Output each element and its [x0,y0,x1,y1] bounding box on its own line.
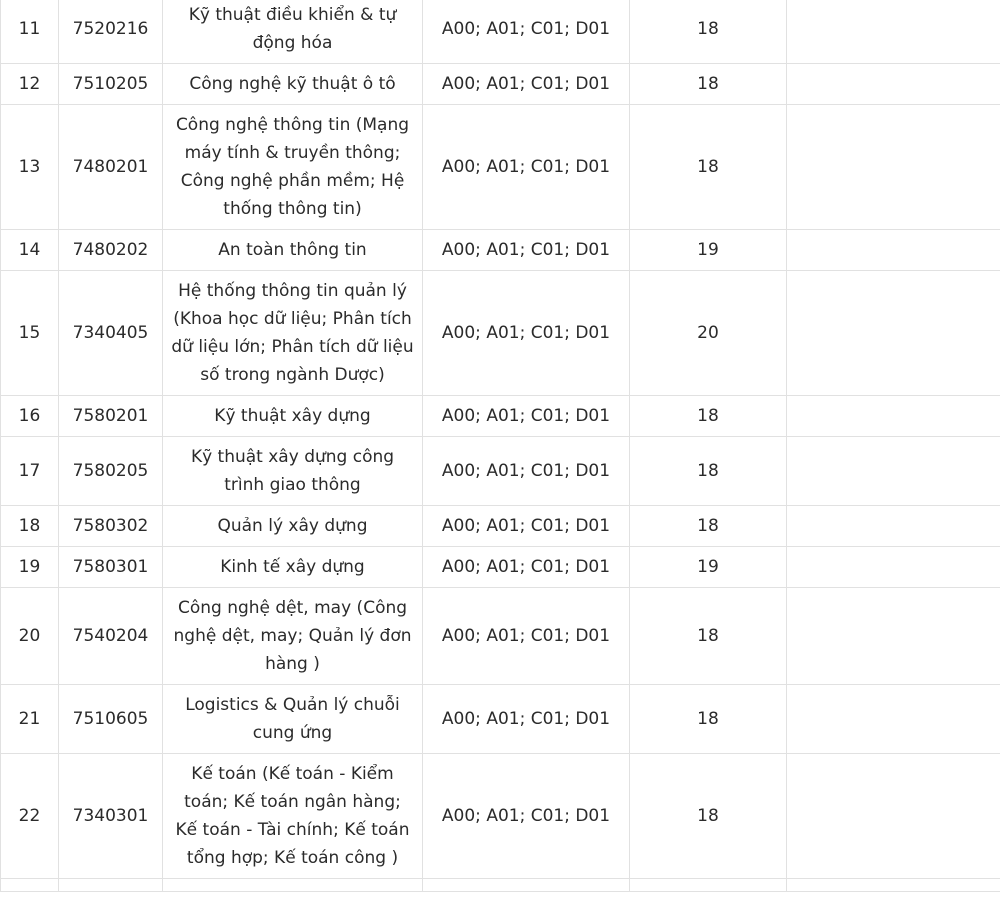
table-row [1,271,1000,396]
score-cell: 18 [630,396,787,437]
table-row [1,588,1000,685]
row-number-cell: 11 [1,0,59,64]
table-row [1,437,1000,506]
table-row [1,396,1000,437]
table-row [1,685,1000,754]
major-code-cell [59,879,163,892]
score-cell: 18 [630,0,787,64]
subject-combos-cell: A00; A01; C01; D01 [423,105,630,230]
subject-combos-cell: A00; A01; C01; D01 [423,64,630,105]
major-code-cell: 7520216 [59,0,163,64]
note-cell [787,0,1000,64]
subject-combos-cell: A00; A01; C01; D01 [423,754,630,879]
table-body [1,0,1000,892]
major-name-cell: Công nghệ dệt, may (Công nghệ dệt, may; Quản lý đơn hàng ) [163,588,423,685]
subject-combos-cell [423,879,630,892]
table-row [1,64,1000,105]
score-cell [630,879,787,892]
score-cell: 18 [630,506,787,547]
score-cell: 18 [630,685,787,754]
score-cell: 19 [630,230,787,271]
major-code-cell: 7510205 [59,64,163,105]
note-cell [787,271,1000,396]
table-row [1,0,1000,64]
table-row [1,230,1000,271]
subject-combos-cell: A00; A01; C01; D01 [423,685,630,754]
row-number-cell: 18 [1,506,59,547]
note-cell [787,588,1000,685]
major-code-cell: 7580302 [59,506,163,547]
major-name-cell: Logistics & Quản lý chuỗi cung ứng [163,685,423,754]
row-number-cell: 21 [1,685,59,754]
note-cell [787,754,1000,879]
major-name-cell: Kỹ thuật xây dựng [163,396,423,437]
table-row [1,105,1000,230]
row-number-cell [1,879,59,892]
major-code-cell: 7540204 [59,588,163,685]
subject-combos-cell: A00; A01; C01; D01 [423,230,630,271]
score-cell: 19 [630,547,787,588]
score-cell: 18 [630,754,787,879]
major-code-cell: 7580205 [59,437,163,506]
major-code-cell: 7480202 [59,230,163,271]
major-code-cell: 7340405 [59,271,163,396]
subject-combos-cell: A00; A01; C01; D01 [423,547,630,588]
major-name-cell: An toàn thông tin [163,230,423,271]
major-name-cell: Công nghệ thông tin (Mạng máy tính & truyền thông; Công nghệ phần mềm; Hệ thống thông tin) [163,105,423,230]
major-name-cell: Quản lý xây dựng [163,506,423,547]
table-row [1,506,1000,547]
score-cell: 18 [630,437,787,506]
note-cell [787,396,1000,437]
subject-combos-cell: A00; A01; C01; D01 [423,437,630,506]
row-number-cell: 12 [1,64,59,105]
major-name-cell: Kinh tế xây dựng [163,547,423,588]
subject-combos-cell: A00; A01; C01; D01 [423,271,630,396]
subject-combos-cell: A00; A01; C01; D01 [423,396,630,437]
major-code-cell: 7510605 [59,685,163,754]
subject-combos-cell: A00; A01; C01; D01 [423,506,630,547]
score-cell: 18 [630,64,787,105]
major-code-cell: 7580201 [59,396,163,437]
row-number-cell: 20 [1,588,59,685]
note-cell [787,506,1000,547]
table-row [1,547,1000,588]
major-name-cell: Kế toán (Kế toán - Kiểm toán; Kế toán ngân hàng; Kế toán - Tài chính; Kế toán tổng hợp; Kế toán công ) [163,754,423,879]
note-cell [787,437,1000,506]
major-name-cell: Hệ thống thông tin quản lý (Khoa học dữ liệu; Phân tích dữ liệu lớn; Phân tích dữ liệu số trong ngành Dược) [163,271,423,396]
row-number-cell: 13 [1,105,59,230]
subject-combos-cell: A00; A01; C01; D01 [423,0,630,64]
row-number-cell: 14 [1,230,59,271]
major-name-cell: Kỹ thuật điều khiển & tự động hóa [163,0,423,64]
score-cell: 18 [630,105,787,230]
row-number-cell: 22 [1,754,59,879]
major-name-cell [163,879,423,892]
row-number-cell: 15 [1,271,59,396]
row-number-cell: 19 [1,547,59,588]
note-cell [787,230,1000,271]
major-code-cell: 7580301 [59,547,163,588]
score-cell: 18 [630,588,787,685]
row-number-cell: 17 [1,437,59,506]
score-cell: 20 [630,271,787,396]
note-cell [787,685,1000,754]
table-row [1,754,1000,879]
major-name-cell: Công nghệ kỹ thuật ô tô [163,64,423,105]
subject-combos-cell: A00; A01; C01; D01 [423,588,630,685]
major-code-cell: 7480201 [59,105,163,230]
table-row [1,879,1000,892]
note-cell [787,547,1000,588]
note-cell [787,879,1000,892]
row-number-cell: 16 [1,396,59,437]
note-cell [787,105,1000,230]
major-name-cell: Kỹ thuật xây dựng công trình giao thông [163,437,423,506]
major-code-cell: 7340301 [59,754,163,879]
note-cell [787,64,1000,105]
